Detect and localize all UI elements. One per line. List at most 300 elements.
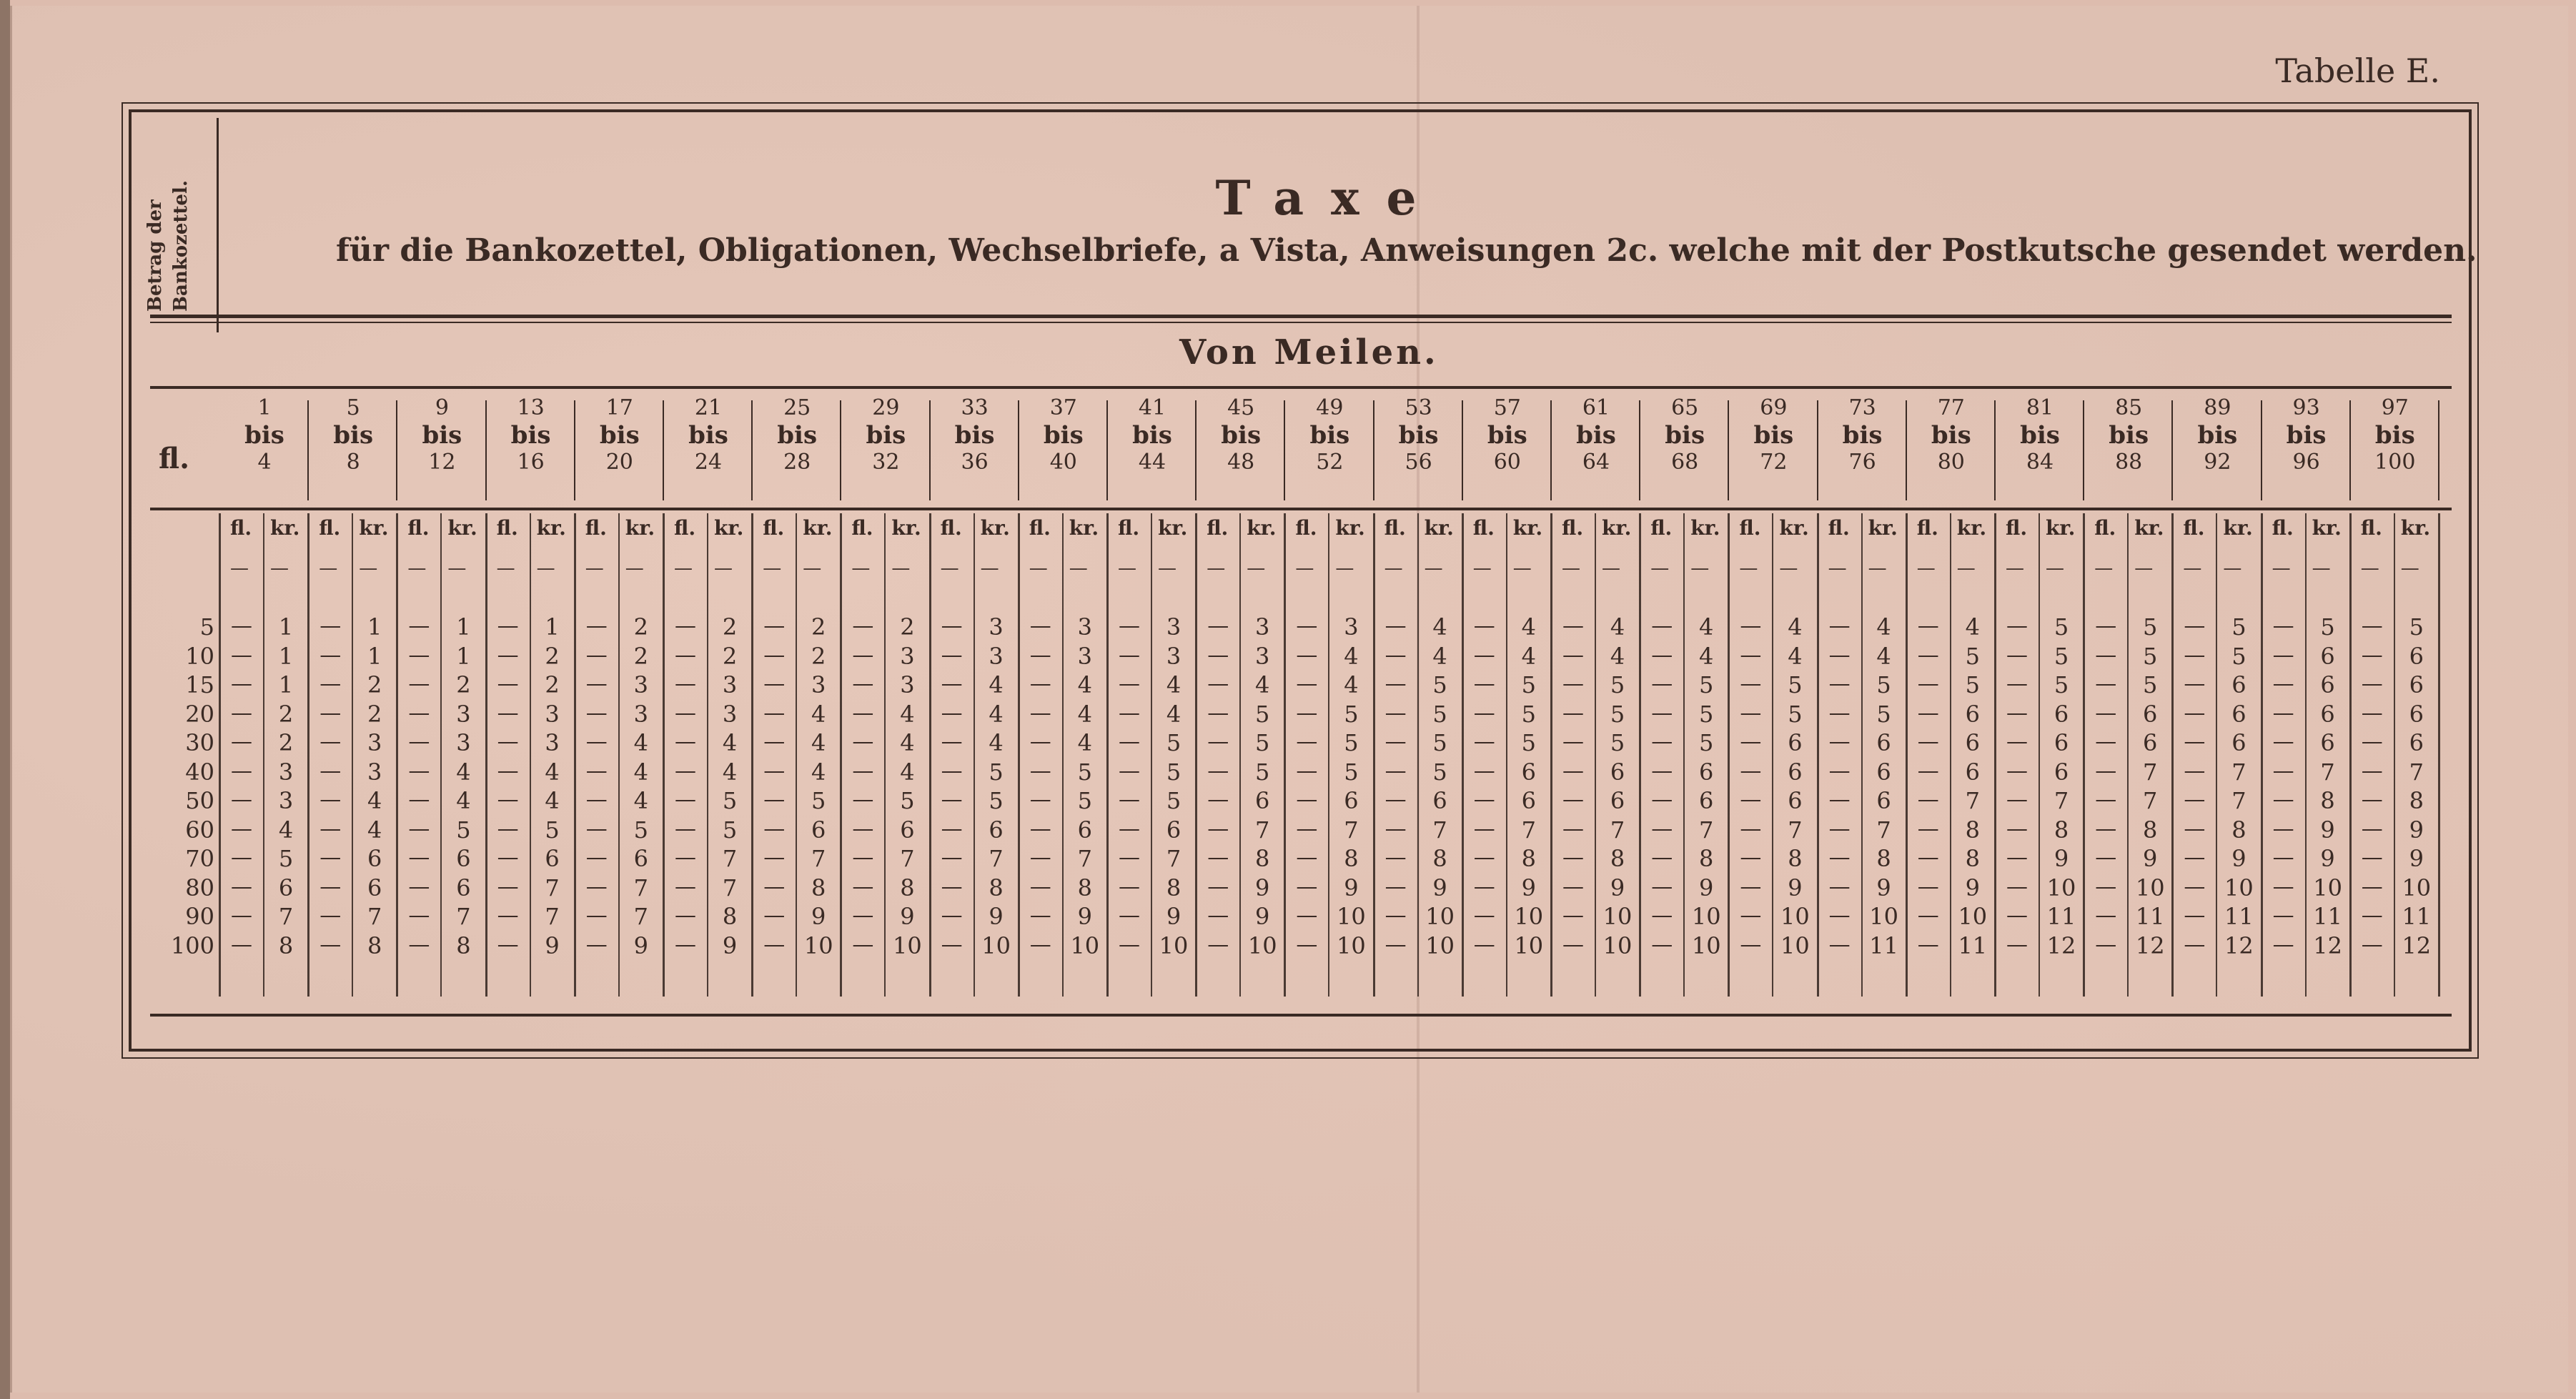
fl-cell: — — [2095, 700, 2117, 726]
amount-row-label: 10 — [185, 642, 214, 670]
range-bis: bis — [688, 421, 728, 450]
kr-cell: 10 — [1780, 903, 1810, 930]
range-bis: bis — [2109, 421, 2149, 450]
range-start: 73 — [1848, 395, 1876, 420]
kr-cell: 10 — [893, 931, 922, 959]
range-bis: bis — [244, 421, 284, 450]
kr-cell: 4 — [1344, 642, 1359, 670]
fl-cell: — — [497, 700, 519, 726]
fl-cell: — — [1562, 903, 1584, 928]
fl-cell: — — [1029, 903, 1051, 928]
fl-cell: — — [1029, 758, 1051, 783]
kr-cell: 2 — [367, 671, 382, 698]
kr-cell: 5 — [2231, 642, 2246, 670]
kr-cell: 5 — [1521, 729, 1536, 756]
column-line — [663, 513, 665, 997]
sub-header-dash: — — [2223, 558, 2242, 579]
kr-cell: 7 — [1521, 816, 1536, 844]
fl-cell: — — [1296, 642, 1318, 668]
sub-header-fl: fl. — [1384, 516, 1406, 540]
kr-cell: 2 — [900, 613, 915, 641]
kr-cell: 12 — [2224, 931, 2254, 959]
fl-cell: — — [1207, 613, 1229, 638]
fl-cell: — — [941, 903, 963, 928]
kr-cell: 8 — [2143, 816, 2158, 844]
fl-cell: — — [497, 787, 519, 812]
fl-cell: — — [2272, 816, 2294, 841]
fl-cell: — — [763, 700, 786, 726]
kr-cell: 3 — [900, 671, 915, 698]
fl-cell: — — [1119, 845, 1140, 870]
fl-cell: — — [1828, 729, 1851, 754]
kr-cell: 7 — [722, 874, 738, 901]
range-start: 65 — [1671, 395, 1699, 420]
kr-cell: 7 — [1344, 816, 1359, 844]
kr-cell: 4 — [1432, 613, 1447, 641]
fl-cell: — — [408, 642, 430, 668]
sub-header-dash: — — [1512, 558, 1532, 579]
range-start: 53 — [1405, 395, 1432, 420]
amount-row-label: 60 — [185, 816, 214, 844]
range-bis: bis — [333, 421, 374, 450]
range-bis: bis — [1576, 421, 1616, 450]
range-start: 1 — [257, 395, 272, 420]
sub-header-dash: — — [674, 558, 693, 579]
kr-cell: 5 — [2054, 642, 2069, 670]
column-line — [574, 513, 576, 997]
fl-cell: — — [1207, 874, 1229, 899]
kr-cell: 4 — [1077, 700, 1092, 728]
sub-header-dash: — — [319, 558, 338, 579]
kr-cell: 7 — [1876, 816, 1891, 844]
kr-cell: 7 — [1610, 816, 1625, 844]
fl-cell: — — [2184, 613, 2206, 638]
sub-header-fl: fl. — [763, 516, 785, 540]
fl-cell: — — [1029, 845, 1051, 870]
range-bis: bis — [2197, 421, 2238, 450]
kr-cell: 7 — [1166, 845, 1182, 872]
kr-cell: 5 — [1876, 700, 1891, 728]
fl-cell: — — [675, 700, 696, 726]
sub-header-dash: — — [407, 558, 427, 579]
column-line — [1817, 513, 1819, 997]
kr-cell: 8 — [456, 931, 471, 959]
kr-cell: 7 — [1788, 816, 1803, 844]
kr-cell: 3 — [811, 671, 826, 698]
fl-cell: — — [1029, 613, 1051, 638]
kr-cell: 8 — [2054, 816, 2069, 844]
kr-cell: 6 — [2409, 700, 2424, 728]
distance-range-header — [397, 395, 486, 476]
fl-cell: — — [231, 787, 252, 812]
range-end: 12 — [428, 450, 456, 475]
fl-cell: — — [1384, 729, 1407, 754]
rule — [150, 386, 2452, 389]
range-start: 33 — [961, 395, 989, 420]
kr-cell: 8 — [989, 874, 1004, 901]
kr-cell: 6 — [1344, 787, 1359, 814]
sub-header-dash: — — [2046, 558, 2064, 579]
distance-range-header — [1729, 395, 1818, 476]
kr-cell: 10 — [1958, 903, 1988, 930]
kr-cell: 3 — [722, 700, 738, 728]
fl-cell: — — [319, 758, 342, 783]
fl-cell: — — [319, 787, 342, 812]
range-end: 72 — [1760, 450, 1788, 475]
fl-cell: — — [1384, 903, 1407, 928]
fl-cell: — — [675, 816, 696, 841]
kr-cell: 9 — [1788, 874, 1803, 901]
fl-cell: — — [2006, 787, 2028, 812]
fl-cell: — — [1384, 642, 1407, 668]
kr-cell: 4 — [278, 816, 294, 844]
kr-cell: 3 — [1255, 613, 1270, 641]
sub-header-dash: — — [1868, 558, 1887, 579]
range-bis: bis — [1309, 421, 1350, 450]
kr-cell: 3 — [1166, 642, 1182, 670]
fl-cell: — — [585, 671, 608, 696]
distance-range-header — [1108, 395, 1197, 476]
range-bis: bis — [1132, 421, 1172, 450]
fl-cell: — — [1562, 787, 1584, 812]
kr-cell: 9 — [1166, 903, 1182, 930]
kr-cell: 7 — [2231, 758, 2246, 786]
fl-cell: — — [2095, 613, 2117, 638]
book-edge — [0, 0, 10, 1399]
fl-cell: — — [852, 845, 874, 870]
column-line — [1550, 513, 1552, 997]
betrag-line-2: Bankozettel. — [170, 180, 192, 312]
range-end: 80 — [1937, 450, 1965, 475]
sub-header-fl: fl. — [2006, 516, 2028, 540]
column-line — [751, 513, 753, 997]
kr-cell: 10 — [1159, 931, 1189, 959]
sub-header-dash: — — [2400, 558, 2419, 579]
fl-cell: — — [1119, 700, 1140, 726]
fl-cell: — — [2361, 874, 2383, 899]
fl-cell: — — [941, 613, 963, 638]
distance-range-header — [841, 395, 930, 476]
fl-cell: — — [2184, 816, 2206, 841]
range-end: 52 — [1316, 450, 1344, 475]
kr-cell: 8 — [2409, 787, 2424, 814]
kr-cell: 1 — [278, 613, 294, 641]
fl-cell: — — [1473, 787, 1495, 812]
distance-range-header — [1818, 395, 1907, 476]
fl-cell: — — [1296, 816, 1318, 841]
fl-cell: — — [2361, 816, 2383, 841]
kr-cell: 3 — [545, 729, 560, 756]
fl-cell: — — [1651, 758, 1673, 783]
range-start: 81 — [2026, 395, 2054, 420]
fl-cell: — — [231, 729, 252, 754]
fl-cell: — — [1651, 700, 1673, 726]
fl-cell: — — [2006, 874, 2028, 899]
range-bis: bis — [1221, 421, 1262, 450]
fl-cell: — — [1207, 845, 1229, 870]
kr-cell: 5 — [278, 845, 294, 872]
range-bis: bis — [866, 421, 906, 450]
fl-cell: — — [2272, 787, 2294, 812]
kr-cell: 6 — [1876, 729, 1891, 756]
kr-cell: 3 — [367, 758, 382, 786]
fl-cell: — — [1740, 931, 1762, 957]
fl-cell: — — [2184, 874, 2206, 899]
fl-cell: — — [852, 642, 874, 668]
kr-cell: 6 — [2231, 729, 2246, 756]
range-bis: bis — [2020, 421, 2060, 450]
sub-header-dash: — — [1295, 558, 1314, 579]
kr-cell: 6 — [456, 845, 471, 872]
sub-header-dash: — — [585, 558, 604, 579]
amount-row-label: 40 — [185, 758, 214, 786]
fl-cell: — — [231, 671, 252, 696]
fl-cell: — — [763, 931, 786, 957]
kr-cell: 5 — [1788, 700, 1803, 728]
kr-cell: 8 — [1876, 845, 1891, 872]
sub-header-dash: — — [1916, 558, 1936, 579]
kr-cell: 9 — [900, 903, 915, 930]
fl-cell: — — [1562, 671, 1584, 696]
fl-cell: — — [1207, 903, 1229, 928]
fl-cell: — — [941, 700, 963, 726]
fl-cell: — — [585, 758, 608, 783]
sub-header-dash: — — [1158, 558, 1176, 579]
fl-cell: — — [1029, 787, 1051, 812]
fl-cell: — — [1740, 700, 1762, 726]
kr-cell: 9 — [1965, 874, 1980, 901]
fl-cell: — — [2272, 642, 2294, 668]
column-line — [1106, 513, 1109, 997]
kr-cell: 11 — [1869, 931, 1898, 959]
distance-range-header — [220, 395, 309, 476]
kr-cell: 6 — [1699, 758, 1714, 786]
kr-cell: 6 — [2320, 642, 2335, 670]
kr-cell: 3 — [989, 642, 1004, 670]
sub-header-kr: kr. — [2312, 516, 2342, 540]
kr-cell: 6 — [1788, 729, 1803, 756]
kr-cell: 4 — [633, 787, 648, 814]
fl-cell: — — [2272, 874, 2294, 899]
kr-cell: 9 — [2409, 816, 2424, 844]
kr-cell: 5 — [1610, 729, 1625, 756]
kr-cell: 8 — [811, 874, 826, 901]
fl-cell: — — [2095, 671, 2117, 696]
kr-cell: 8 — [1699, 845, 1714, 872]
distance-range-header — [1640, 395, 1729, 476]
fl-cell: — — [497, 903, 519, 928]
kr-cell: 4 — [900, 700, 915, 728]
kr-cell: 7 — [900, 845, 915, 872]
fl-cell: — — [497, 729, 519, 754]
kr-cell: 7 — [367, 903, 382, 930]
fl-cell: — — [1740, 642, 1762, 668]
fl-cell: — — [2006, 816, 2028, 841]
fl-cell: — — [1473, 874, 1495, 899]
fl-cell: — — [1917, 700, 1939, 726]
range-start: 77 — [1937, 395, 1965, 420]
kr-cell: 5 — [1788, 671, 1803, 698]
kr-cell: 3 — [367, 729, 382, 756]
range-end: 28 — [783, 450, 811, 475]
sub-header-dash: — — [803, 558, 822, 579]
kr-cell: 8 — [1077, 874, 1092, 901]
kr-cell: 6 — [2143, 729, 2158, 756]
fl-cell: — — [852, 700, 874, 726]
kr-cell: 4 — [1344, 671, 1359, 698]
kr-cell: 5 — [2143, 642, 2158, 670]
fl-cell: — — [1384, 613, 1407, 638]
fl-cell: — — [1029, 700, 1051, 726]
fl-cell: — — [2095, 758, 2117, 783]
kr-cell: 5 — [545, 816, 560, 844]
sub-header-kr: kr. — [803, 516, 833, 540]
range-end: 76 — [1848, 450, 1876, 475]
kr-cell: 4 — [633, 729, 648, 756]
range-start: 93 — [2292, 395, 2320, 420]
fl-cell: — — [2361, 642, 2383, 668]
kr-cell: 4 — [1699, 642, 1714, 670]
kr-cell: 5 — [1344, 700, 1359, 728]
kr-cell: 5 — [811, 787, 826, 814]
kr-cell: 10 — [803, 931, 833, 959]
kr-cell: 10 — [1425, 903, 1455, 930]
sub-header-fl: fl. — [1029, 516, 1051, 540]
kr-cell: 8 — [278, 931, 294, 959]
page-subtitle: für die Bankozettel, Obligationen, Wechselbriefe, a Vista, Anweisungen 2c. welche mit der Postkutsche gesendet werden. — [336, 232, 2477, 269]
sub-header-dash: — — [1739, 558, 1758, 579]
kr-cell: 3 — [456, 729, 471, 756]
kr-cell: 4 — [1166, 671, 1182, 698]
fl-cell: — — [941, 729, 963, 754]
kr-cell: 4 — [1876, 642, 1891, 670]
kr-cell: 4 — [1521, 613, 1536, 641]
kr-cell: 5 — [1521, 671, 1536, 698]
kr-cell: 5 — [2409, 613, 2424, 641]
kr-cell: 6 — [900, 816, 915, 844]
sub-header-dash: — — [447, 558, 467, 579]
fl-cell: — — [1562, 816, 1584, 841]
fl-cell: — — [497, 613, 519, 638]
range-bis: bis — [422, 421, 462, 450]
kr-cell: 10 — [2402, 874, 2432, 901]
betrag-label — [142, 140, 213, 319]
kr-cell: 9 — [1344, 874, 1359, 901]
sub-header-kr: kr. — [1069, 516, 1099, 540]
sub-header-kr: kr. — [1247, 516, 1277, 540]
sub-header-fl: fl. — [407, 516, 430, 540]
kr-cell: 6 — [2320, 729, 2335, 756]
kr-cell: 5 — [722, 816, 738, 844]
sub-header-dash: — — [1472, 558, 1492, 579]
sub-header-dash: — — [1118, 558, 1136, 579]
range-bis: bis — [2374, 421, 2415, 450]
fl-cell: — — [1651, 816, 1673, 841]
sub-header-dash: — — [980, 558, 999, 579]
sub-header-dash: — — [2134, 558, 2154, 579]
kr-cell: 9 — [1876, 874, 1891, 901]
kr-cell: 5 — [1166, 758, 1182, 786]
fl-cell: — — [1917, 642, 1939, 668]
fl-cell: — — [1207, 729, 1229, 754]
kr-cell: 10 — [1602, 903, 1633, 930]
fl-cell: — — [497, 931, 519, 957]
kr-cell: 4 — [367, 787, 382, 814]
kr-cell: 6 — [1965, 758, 1980, 786]
sub-header-fl: fl. — [1828, 516, 1850, 540]
sub-header-fl: fl. — [1295, 516, 1317, 540]
fl-cell: — — [1828, 671, 1851, 696]
sub-header-fl: fl. — [851, 516, 873, 540]
fl-cell: — — [408, 816, 430, 841]
fl-cell: — — [497, 642, 519, 668]
fl-cell: — — [2361, 758, 2383, 783]
kr-cell: 4 — [1610, 613, 1625, 641]
kr-cell: 8 — [1255, 845, 1270, 872]
kr-cell: 8 — [1521, 845, 1536, 872]
fl-cell: — — [852, 787, 874, 812]
fl-cell: — — [1207, 671, 1229, 696]
range-end: 68 — [1671, 450, 1699, 475]
kr-cell: 10 — [2313, 874, 2342, 901]
kr-cell: 4 — [989, 729, 1004, 756]
kr-cell: 5 — [2320, 613, 2335, 641]
fl-cell: — — [1207, 816, 1229, 841]
kr-cell: 3 — [989, 613, 1004, 641]
kr-cell: 2 — [811, 613, 826, 641]
kr-cell: 1 — [367, 642, 382, 670]
fl-cell: — — [1296, 845, 1318, 870]
kr-cell: 4 — [1077, 729, 1092, 756]
kr-cell: 9 — [811, 903, 826, 930]
fl-cell: — — [1917, 816, 1939, 841]
distance-range-header — [1463, 395, 1552, 476]
fl-cell: — — [2272, 931, 2294, 957]
fl-cell: — — [1473, 758, 1495, 783]
column-line — [485, 513, 487, 997]
kr-cell: 8 — [2320, 787, 2335, 814]
kr-cell: 10 — [1425, 931, 1455, 959]
fl-cell: — — [1384, 787, 1407, 812]
kr-cell: 9 — [1255, 874, 1270, 901]
sub-header-kr: kr. — [1956, 516, 1987, 540]
sub-header-kr: kr. — [714, 516, 744, 540]
kr-cell: 10 — [1602, 931, 1633, 959]
fl-cell: — — [1562, 729, 1584, 754]
fl-cell: — — [1029, 642, 1051, 668]
fl-cell: — — [1296, 931, 1318, 957]
sub-header-dash: — — [1956, 558, 1976, 579]
kr-cell: 9 — [1077, 903, 1092, 930]
kr-cell: 6 — [1788, 758, 1803, 786]
fl-cell: — — [319, 931, 342, 957]
fl-cell: — — [1562, 613, 1584, 638]
kr-cell: 3 — [722, 671, 738, 698]
kr-cell: 10 — [2135, 874, 2165, 901]
sub-header-dash: — — [1207, 558, 1226, 579]
sub-header-fl: fl. — [1739, 516, 1761, 540]
kr-cell: 8 — [2231, 816, 2246, 844]
fl-cell: — — [1029, 729, 1051, 754]
fl-cell: — — [1473, 613, 1495, 638]
sub-header-fl: fl. — [674, 516, 696, 540]
amount-row-label: 5 — [199, 613, 214, 641]
fl-cell: — — [1828, 787, 1851, 812]
kr-cell: 5 — [900, 787, 915, 814]
sub-header-fl: fl. — [230, 516, 252, 540]
fl-cell: — — [2006, 845, 2028, 870]
sub-header-fl: fl. — [2183, 516, 2205, 540]
